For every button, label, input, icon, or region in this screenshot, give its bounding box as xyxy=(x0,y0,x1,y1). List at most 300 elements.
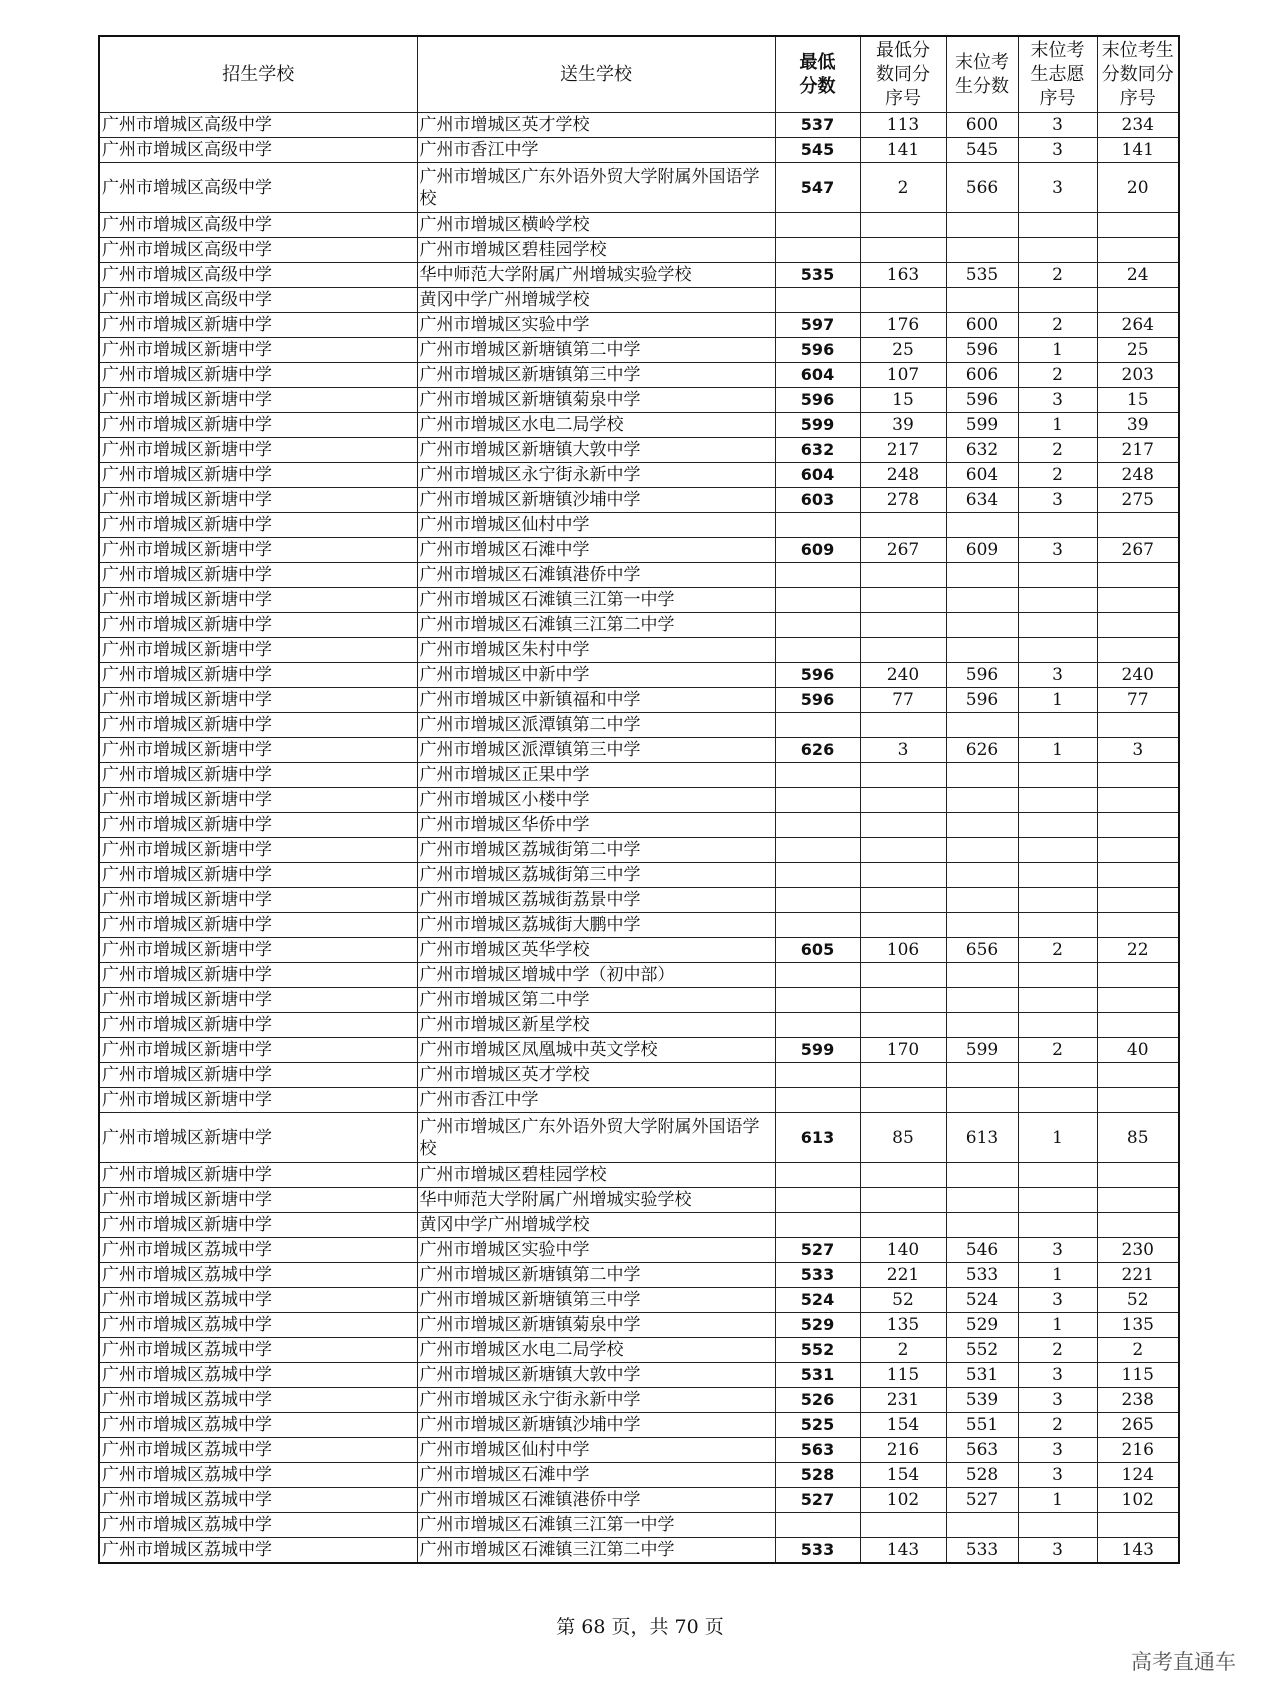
cell-recruiting-school: 广州市增城区荔城中学 xyxy=(99,1363,417,1388)
cell-last-score-rank: 115 xyxy=(1097,1363,1179,1388)
cell-recruiting-school: 广州市增城区荔城中学 xyxy=(99,1288,417,1313)
cell-sending-school: 黄冈中学广州增城学校 xyxy=(417,288,775,313)
cell-recruiting-school: 广州市增城区新塘中学 xyxy=(99,613,417,638)
cell-last-choice-order xyxy=(1018,713,1097,738)
cell-last-score-rank: 143 xyxy=(1097,1538,1179,1564)
cell-last-score xyxy=(946,1013,1018,1038)
cell-min-score: 604 xyxy=(775,363,860,388)
cell-last-score-rank: 264 xyxy=(1097,313,1179,338)
cell-min-score: 533 xyxy=(775,1538,860,1564)
cell-min-score: 525 xyxy=(775,1413,860,1438)
cell-last-choice-order: 2 xyxy=(1018,263,1097,288)
cell-min-score: 531 xyxy=(775,1363,860,1388)
header-min-score: 最低 分数 xyxy=(775,36,860,113)
header-last-score-rank: 末位考生 分数同分 序号 xyxy=(1097,36,1179,113)
cell-recruiting-school: 广州市增城区新塘中学 xyxy=(99,538,417,563)
table-row xyxy=(99,638,1179,663)
table-row xyxy=(99,738,1179,763)
cell-min-score xyxy=(775,288,860,313)
cell-last-choice-order xyxy=(1018,813,1097,838)
header-last-choice-order: 末位考 生志愿 序号 xyxy=(1018,36,1097,113)
cell-sending-school: 广州市增城区新塘镇大敦中学 xyxy=(417,1363,775,1388)
table-row xyxy=(99,813,1179,838)
cell-min-score-rank: 221 xyxy=(860,1263,946,1288)
table-row xyxy=(99,363,1179,388)
cell-sending-school: 广州市增城区石滩镇三江第二中学 xyxy=(417,613,775,638)
header-recruiting-school: 招生学校 xyxy=(99,36,417,113)
cell-last-score: 539 xyxy=(946,1388,1018,1413)
cell-last-choice-order: 3 xyxy=(1018,663,1097,688)
cell-sending-school: 广州市增城区新塘镇沙埔中学 xyxy=(417,1413,775,1438)
cell-min-score-rank: 52 xyxy=(860,1288,946,1313)
cell-last-choice-order: 3 xyxy=(1018,1388,1097,1413)
cell-min-score: 524 xyxy=(775,1288,860,1313)
cell-last-choice-order xyxy=(1018,1013,1097,1038)
table-row xyxy=(99,763,1179,788)
cell-recruiting-school: 广州市增城区新塘中学 xyxy=(99,763,417,788)
cell-sending-school: 广州市增城区朱村中学 xyxy=(417,638,775,663)
cell-sending-school: 广州市增城区水电二局学校 xyxy=(417,1338,775,1363)
cell-min-score-rank xyxy=(860,213,946,238)
cell-min-score-rank xyxy=(860,563,946,588)
cell-recruiting-school: 广州市增城区荔城中学 xyxy=(99,1413,417,1438)
cell-last-score-rank: 102 xyxy=(1097,1488,1179,1513)
cell-last-choice-order xyxy=(1018,1213,1097,1238)
cell-min-score-rank xyxy=(860,863,946,888)
cell-recruiting-school: 广州市增城区新塘中学 xyxy=(99,863,417,888)
cell-min-score xyxy=(775,763,860,788)
cell-last-score: 599 xyxy=(946,413,1018,438)
cell-recruiting-school: 广州市增城区新塘中学 xyxy=(99,1013,417,1038)
cell-last-choice-order: 1 xyxy=(1018,1488,1097,1513)
cell-last-score xyxy=(946,1088,1018,1113)
cell-min-score: 527 xyxy=(775,1488,860,1513)
table-row xyxy=(99,238,1179,263)
cell-sending-school: 华中师范大学附属广州增城实验学校 xyxy=(417,263,775,288)
cell-last-choice-order: 2 xyxy=(1018,463,1097,488)
cell-last-score-rank xyxy=(1097,1188,1179,1213)
cell-last-score-rank: 135 xyxy=(1097,1313,1179,1338)
cell-min-score-rank xyxy=(860,813,946,838)
cell-last-score xyxy=(946,813,1018,838)
cell-last-score-rank: 124 xyxy=(1097,1463,1179,1488)
cell-min-score-rank xyxy=(860,613,946,638)
cell-last-choice-order: 1 xyxy=(1018,738,1097,763)
cell-last-choice-order: 3 xyxy=(1018,1463,1097,1488)
cell-last-score: 524 xyxy=(946,1288,1018,1313)
cell-min-score-rank: 176 xyxy=(860,313,946,338)
cell-min-score-rank: 217 xyxy=(860,438,946,463)
cell-min-score-rank: 240 xyxy=(860,663,946,688)
cell-last-score: 563 xyxy=(946,1438,1018,1463)
cell-min-score-rank: 77 xyxy=(860,688,946,713)
cell-last-score-rank: 39 xyxy=(1097,413,1179,438)
cell-min-score-rank xyxy=(860,788,946,813)
cell-min-score-rank: 115 xyxy=(860,1363,946,1388)
cell-sending-school: 广州市增城区新塘镇沙埔中学 xyxy=(417,488,775,513)
cell-min-score xyxy=(775,888,860,913)
cell-min-score-rank: 154 xyxy=(860,1463,946,1488)
table-row xyxy=(99,1163,1179,1188)
cell-last-score-rank xyxy=(1097,813,1179,838)
table-row xyxy=(99,888,1179,913)
cell-last-score-rank: 25 xyxy=(1097,338,1179,363)
table-row xyxy=(99,288,1179,313)
cell-last-choice-order xyxy=(1018,613,1097,638)
cell-recruiting-school: 广州市增城区新塘中学 xyxy=(99,1188,417,1213)
page-number: 第 68 页，共 70 页 xyxy=(556,1616,724,1638)
cell-recruiting-school: 广州市增城区新塘中学 xyxy=(99,388,417,413)
cell-sending-school: 广州市增城区华侨中学 xyxy=(417,813,775,838)
table-row xyxy=(99,488,1179,513)
cell-sending-school: 广州市增城区派潭镇第三中学 xyxy=(417,738,775,763)
cell-sending-school: 广州市增城区仙村中学 xyxy=(417,1438,775,1463)
cell-sending-school: 广州市增城区小楼中学 xyxy=(417,788,775,813)
cell-recruiting-school: 广州市增城区荔城中学 xyxy=(99,1438,417,1463)
cell-min-score-rank: 15 xyxy=(860,388,946,413)
cell-last-score: 606 xyxy=(946,363,1018,388)
cell-last-choice-order xyxy=(1018,963,1097,988)
cell-last-score-rank xyxy=(1097,838,1179,863)
cell-last-score: 609 xyxy=(946,538,1018,563)
table-row xyxy=(99,213,1179,238)
cell-min-score-rank: 102 xyxy=(860,1488,946,1513)
cell-last-score xyxy=(946,1163,1018,1188)
cell-recruiting-school: 广州市增城区高级中学 xyxy=(99,213,417,238)
cell-min-score-rank xyxy=(860,1013,946,1038)
cell-last-choice-order xyxy=(1018,888,1097,913)
cell-last-choice-order: 3 xyxy=(1018,1438,1097,1463)
table-row xyxy=(99,938,1179,963)
cell-last-score-rank: 40 xyxy=(1097,1038,1179,1063)
cell-last-choice-order: 3 xyxy=(1018,538,1097,563)
cell-sending-school: 华中师范大学附属广州增城实验学校 xyxy=(417,1188,775,1213)
cell-last-score xyxy=(946,588,1018,613)
cell-last-score-rank xyxy=(1097,588,1179,613)
cell-min-score-rank xyxy=(860,1088,946,1113)
cell-last-score: 632 xyxy=(946,438,1018,463)
cell-last-score-rank: 15 xyxy=(1097,388,1179,413)
cell-recruiting-school: 广州市增城区新塘中学 xyxy=(99,588,417,613)
cell-last-choice-order xyxy=(1018,563,1097,588)
cell-min-score: 599 xyxy=(775,1038,860,1063)
cell-sending-school: 广州市增城区碧桂园学校 xyxy=(417,238,775,263)
cell-last-choice-order xyxy=(1018,213,1097,238)
table-row xyxy=(99,1488,1179,1513)
cell-last-choice-order: 1 xyxy=(1018,1113,1097,1163)
cell-last-score-rank xyxy=(1097,638,1179,663)
cell-last-score-rank xyxy=(1097,963,1179,988)
cell-recruiting-school: 广州市增城区新塘中学 xyxy=(99,1163,417,1188)
cell-sending-school: 广州市增城区新星学校 xyxy=(417,1013,775,1038)
cell-last-score: 596 xyxy=(946,688,1018,713)
cell-min-score xyxy=(775,588,860,613)
cell-min-score: 596 xyxy=(775,663,860,688)
cell-min-score: 596 xyxy=(775,338,860,363)
cell-min-score-rank: 216 xyxy=(860,1438,946,1463)
cell-last-score-rank xyxy=(1097,288,1179,313)
cell-last-choice-order: 3 xyxy=(1018,138,1097,163)
cell-last-score-rank: 22 xyxy=(1097,938,1179,963)
cell-last-score-rank: 234 xyxy=(1097,113,1179,138)
cell-last-score-rank xyxy=(1097,213,1179,238)
cell-last-score xyxy=(946,1213,1018,1238)
cell-min-score: 603 xyxy=(775,488,860,513)
cell-recruiting-school: 广州市增城区新塘中学 xyxy=(99,888,417,913)
cell-min-score: 547 xyxy=(775,163,860,213)
cell-min-score-rank xyxy=(860,913,946,938)
cell-min-score-rank xyxy=(860,888,946,913)
cell-last-score: 533 xyxy=(946,1263,1018,1288)
cell-min-score: 596 xyxy=(775,688,860,713)
cell-last-score-rank xyxy=(1097,988,1179,1013)
cell-min-score xyxy=(775,638,860,663)
cell-last-score: 596 xyxy=(946,388,1018,413)
cell-recruiting-school: 广州市增城区高级中学 xyxy=(99,238,417,263)
cell-last-score xyxy=(946,988,1018,1013)
cell-min-score: 613 xyxy=(775,1113,860,1163)
cell-min-score-rank: 143 xyxy=(860,1538,946,1564)
table-row xyxy=(99,1513,1179,1538)
cell-min-score-rank: 3 xyxy=(860,738,946,763)
cell-last-score-rank: 230 xyxy=(1097,1238,1179,1263)
table-row xyxy=(99,838,1179,863)
header-min-score-rank: 最低分 数同分 序号 xyxy=(860,36,946,113)
cell-min-score-rank xyxy=(860,988,946,1013)
cell-recruiting-school: 广州市增城区新塘中学 xyxy=(99,813,417,838)
cell-last-score-rank xyxy=(1097,1213,1179,1238)
cell-last-score xyxy=(946,838,1018,863)
cell-recruiting-school: 广州市增城区新塘中学 xyxy=(99,788,417,813)
table-row xyxy=(99,1038,1179,1063)
cell-min-score-rank: 154 xyxy=(860,1413,946,1438)
cell-last-choice-order: 2 xyxy=(1018,1038,1097,1063)
cell-last-score-rank: 24 xyxy=(1097,263,1179,288)
cell-last-score-rank: 216 xyxy=(1097,1438,1179,1463)
table-row xyxy=(99,988,1179,1013)
table-row xyxy=(99,788,1179,813)
cell-min-score-rank: 135 xyxy=(860,1313,946,1338)
cell-min-score-rank: 231 xyxy=(860,1388,946,1413)
cell-sending-school: 广州市增城区碧桂园学校 xyxy=(417,1163,775,1188)
table-row xyxy=(99,538,1179,563)
table-row xyxy=(99,1538,1179,1564)
cell-min-score xyxy=(775,238,860,263)
cell-sending-school: 广州市增城区中新镇福和中学 xyxy=(417,688,775,713)
cell-last-score: 656 xyxy=(946,938,1018,963)
cell-last-score-rank: 52 xyxy=(1097,1288,1179,1313)
cell-sending-school: 黄冈中学广州增城学校 xyxy=(417,1213,775,1238)
cell-sending-school: 广州市增城区荔城街第二中学 xyxy=(417,838,775,863)
table-row xyxy=(99,1088,1179,1113)
cell-min-score xyxy=(775,613,860,638)
cell-sending-school: 广州市增城区新塘镇第三中学 xyxy=(417,363,775,388)
cell-last-score-rank: 275 xyxy=(1097,488,1179,513)
table-row xyxy=(99,1413,1179,1438)
cell-min-score-rank: 39 xyxy=(860,413,946,438)
table-row xyxy=(99,263,1179,288)
table-row xyxy=(99,1213,1179,1238)
cell-sending-school: 广州市增城区实验中学 xyxy=(417,1238,775,1263)
cell-last-choice-order: 1 xyxy=(1018,1263,1097,1288)
cell-last-choice-order xyxy=(1018,788,1097,813)
cell-last-score xyxy=(946,213,1018,238)
cell-min-score xyxy=(775,1513,860,1538)
cell-sending-school: 广州市增城区英才学校 xyxy=(417,1063,775,1088)
cell-recruiting-school: 广州市增城区新塘中学 xyxy=(99,688,417,713)
table-row xyxy=(99,163,1179,213)
cell-recruiting-school: 广州市增城区新塘中学 xyxy=(99,838,417,863)
header-sending-school: 送生学校 xyxy=(417,36,775,113)
cell-last-score xyxy=(946,238,1018,263)
cell-last-score xyxy=(946,638,1018,663)
cell-min-score-rank: 140 xyxy=(860,1238,946,1263)
table-row xyxy=(99,1238,1179,1263)
cell-last-score-rank: 221 xyxy=(1097,1263,1179,1288)
table-row xyxy=(99,1313,1179,1338)
cell-last-choice-order: 2 xyxy=(1018,363,1097,388)
cell-last-score-rank xyxy=(1097,913,1179,938)
cell-sending-school: 广州市香江中学 xyxy=(417,138,775,163)
cell-recruiting-school: 广州市增城区新塘中学 xyxy=(99,1063,417,1088)
cell-sending-school: 广州市增城区永宁街永新中学 xyxy=(417,1388,775,1413)
cell-last-score-rank xyxy=(1097,1063,1179,1088)
cell-last-score xyxy=(946,713,1018,738)
table-row xyxy=(99,1463,1179,1488)
cell-sending-school: 广州市增城区石滩镇港侨中学 xyxy=(417,563,775,588)
cell-min-score-rank: 25 xyxy=(860,338,946,363)
cell-last-score xyxy=(946,763,1018,788)
cell-min-score: 529 xyxy=(775,1313,860,1338)
cell-min-score: 528 xyxy=(775,1463,860,1488)
cell-last-score xyxy=(946,513,1018,538)
table-row xyxy=(99,588,1179,613)
table-row xyxy=(99,1263,1179,1288)
table-row xyxy=(99,913,1179,938)
cell-recruiting-school: 广州市增城区新塘中学 xyxy=(99,738,417,763)
admission-score-table xyxy=(98,35,1180,1564)
cell-last-score: 529 xyxy=(946,1313,1018,1338)
table-row xyxy=(99,138,1179,163)
cell-last-score-rank: 85 xyxy=(1097,1113,1179,1163)
cell-min-score: 605 xyxy=(775,938,860,963)
cell-last-score-rank: 141 xyxy=(1097,138,1179,163)
watermark: 高考直通车 xyxy=(1131,1650,1236,1674)
cell-min-score: 526 xyxy=(775,1388,860,1413)
cell-min-score xyxy=(775,1088,860,1113)
cell-min-score: 632 xyxy=(775,438,860,463)
cell-sending-school: 广州市增城区实验中学 xyxy=(417,313,775,338)
cell-min-score: 545 xyxy=(775,138,860,163)
cell-last-score-rank xyxy=(1097,1163,1179,1188)
table-row xyxy=(99,1288,1179,1313)
cell-recruiting-school: 广州市增城区新塘中学 xyxy=(99,963,417,988)
cell-last-choice-order xyxy=(1018,288,1097,313)
cell-sending-school: 广州市增城区新塘镇菊泉中学 xyxy=(417,1313,775,1338)
cell-sending-school: 广州市增城区第二中学 xyxy=(417,988,775,1013)
cell-last-score-rank xyxy=(1097,713,1179,738)
cell-recruiting-school: 广州市增城区荔城中学 xyxy=(99,1388,417,1413)
cell-last-score-rank: 265 xyxy=(1097,1413,1179,1438)
cell-last-score xyxy=(946,1063,1018,1088)
cell-sending-school: 广州市增城区横岭学校 xyxy=(417,213,775,238)
table-row xyxy=(99,863,1179,888)
table-header-row xyxy=(99,36,1179,113)
cell-recruiting-school: 广州市增城区新塘中学 xyxy=(99,563,417,588)
cell-min-score xyxy=(775,1013,860,1038)
cell-recruiting-school: 广州市增城区新塘中学 xyxy=(99,338,417,363)
cell-recruiting-school: 广州市增城区新塘中学 xyxy=(99,1038,417,1063)
cell-min-score: 597 xyxy=(775,313,860,338)
cell-last-choice-order xyxy=(1018,1088,1097,1113)
cell-sending-school: 广州市增城区新塘镇第三中学 xyxy=(417,1288,775,1313)
cell-last-score: 566 xyxy=(946,163,1018,213)
cell-sending-school: 广州市增城区广东外语外贸大学附属外国语学校 xyxy=(417,1113,775,1163)
cell-min-score xyxy=(775,838,860,863)
cell-last-choice-order: 1 xyxy=(1018,338,1097,363)
cell-last-choice-order: 3 xyxy=(1018,1538,1097,1564)
cell-min-score: 626 xyxy=(775,738,860,763)
cell-last-score: 613 xyxy=(946,1113,1018,1163)
cell-recruiting-school: 广州市增城区新塘中学 xyxy=(99,1088,417,1113)
cell-min-score: 604 xyxy=(775,463,860,488)
cell-last-score xyxy=(946,888,1018,913)
cell-min-score xyxy=(775,1163,860,1188)
cell-recruiting-school: 广州市增城区新塘中学 xyxy=(99,913,417,938)
cell-min-score-rank xyxy=(860,713,946,738)
cell-last-choice-order: 2 xyxy=(1018,438,1097,463)
cell-sending-school: 广州市增城区英才学校 xyxy=(417,113,775,138)
cell-min-score-rank: 2 xyxy=(860,1338,946,1363)
cell-min-score xyxy=(775,1213,860,1238)
cell-sending-school: 广州市增城区石滩镇三江第二中学 xyxy=(417,1538,775,1564)
cell-sending-school: 广州市增城区石滩镇三江第一中学 xyxy=(417,1513,775,1538)
table-row xyxy=(99,1063,1179,1088)
table-row xyxy=(99,1338,1179,1363)
cell-recruiting-school: 广州市增城区高级中学 xyxy=(99,113,417,138)
cell-sending-school: 广州市香江中学 xyxy=(417,1088,775,1113)
table-row xyxy=(99,1363,1179,1388)
table-row xyxy=(99,563,1179,588)
cell-last-score xyxy=(946,963,1018,988)
cell-last-score-rank: 238 xyxy=(1097,1388,1179,1413)
cell-recruiting-school: 广州市增城区新塘中学 xyxy=(99,713,417,738)
cell-recruiting-school: 广州市增城区新塘中学 xyxy=(99,988,417,1013)
cell-recruiting-school: 广州市增城区新塘中学 xyxy=(99,488,417,513)
cell-last-score-rank: 217 xyxy=(1097,438,1179,463)
cell-last-choice-order xyxy=(1018,1063,1097,1088)
cell-last-score xyxy=(946,863,1018,888)
cell-min-score-rank xyxy=(860,1513,946,1538)
cell-last-score: 533 xyxy=(946,1538,1018,1564)
header-last-score: 末位考 生分数 xyxy=(946,36,1018,113)
cell-min-score: 596 xyxy=(775,388,860,413)
cell-recruiting-school: 广州市增城区新塘中学 xyxy=(99,363,417,388)
cell-sending-school: 广州市增城区石滩中学 xyxy=(417,538,775,563)
table-row xyxy=(99,963,1179,988)
cell-sending-school: 广州市增城区荔城街荔景中学 xyxy=(417,888,775,913)
cell-last-choice-order xyxy=(1018,763,1097,788)
cell-min-score xyxy=(775,713,860,738)
cell-min-score-rank: 2 xyxy=(860,163,946,213)
cell-sending-school: 广州市增城区永宁街永新中学 xyxy=(417,463,775,488)
cell-last-score-rank xyxy=(1097,238,1179,263)
cell-sending-school: 广州市增城区仙村中学 xyxy=(417,513,775,538)
cell-last-choice-order: 1 xyxy=(1018,688,1097,713)
table-row xyxy=(99,113,1179,138)
cell-min-score xyxy=(775,913,860,938)
table-row xyxy=(99,713,1179,738)
